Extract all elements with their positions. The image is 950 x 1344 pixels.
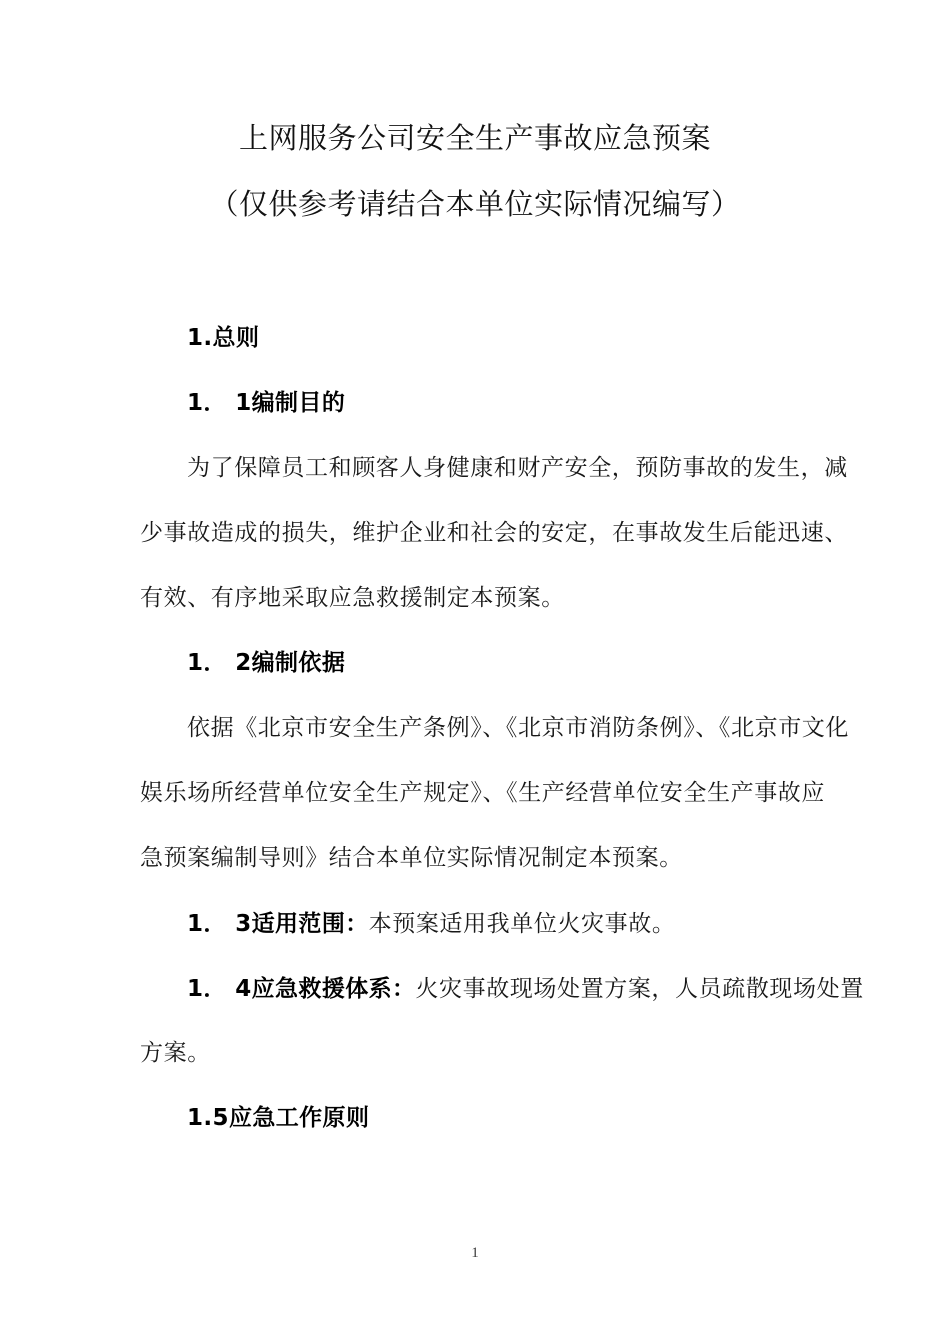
- heading-1-4: 1． 4应急救援体系：: [187, 976, 416, 1002]
- paragraph-1-2-line-3: 急预案编制导则》结合本单位实际情况制定本预案。: [140, 845, 683, 871]
- paragraph-1-1-line-1: 为了保障员工和顾客人身健康和财产安全，预防事故的发生，减: [187, 455, 848, 481]
- paragraph-1-2-line-2: 娱乐场所经营单位安全生产规定》、《生产经营单位安全生产事故应: [140, 780, 825, 806]
- paragraph-1-1-line-3: 有效、有序地采取应急救援制定本预案。: [140, 585, 565, 611]
- document-body: [140, 306, 864, 1151]
- page-number: 1: [471, 1245, 479, 1261]
- paragraph-1-4-line-1: 火灾事故现场处置方案，人员疏散现场处置: [415, 976, 864, 1002]
- page-title: 上网服务公司安全生产事故应急预案: [238, 121, 711, 155]
- section-1-3: [140, 891, 812, 956]
- paragraph-1-1-line-2: 少事故造成的损失，维护企业和社会的安定，在事故发生后能迅速、: [140, 520, 848, 546]
- paragraph-1-2-line-1: 依据《北京市安全生产条例》、《北京市消防条例》、《北京市文化: [187, 715, 849, 741]
- heading-1-3: 1． 3适用范围：: [187, 911, 369, 937]
- section-1-4: [140, 956, 864, 1021]
- paragraph-1-4-line-2: 方案。: [140, 1040, 211, 1066]
- paragraph-1-3: 本预案适用我单位火灾事故。: [368, 911, 676, 937]
- heading-1-2: 1． 2编制依据: [187, 650, 346, 676]
- heading-1: 1.总则: [187, 325, 260, 351]
- heading-1-1: 1． 1编制目的: [187, 390, 346, 416]
- heading-1-5: 1.5应急工作原则: [187, 1105, 370, 1131]
- page-subtitle: （仅供参考请结合本单位实际情况编写）: [209, 187, 741, 221]
